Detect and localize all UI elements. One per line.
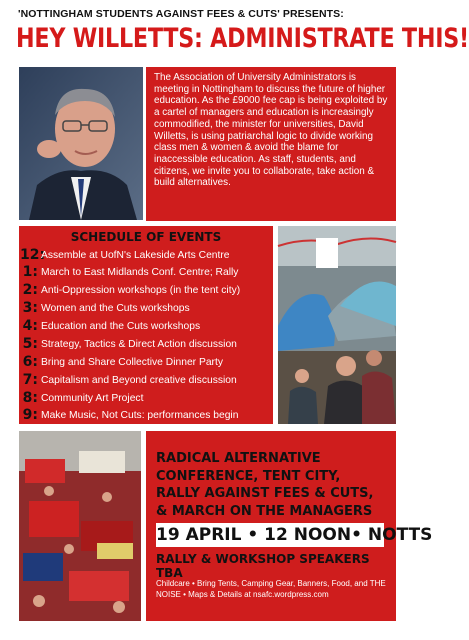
schedule-row <box>20 261 272 279</box>
speakers-line: RALLY & WORKSHOP SPEAKERS TBA <box>156 552 370 580</box>
schedule-event: Make Music, Not Cuts: performances begin <box>41 410 239 421</box>
schedule-event: Education and the Cuts workshops <box>41 321 201 332</box>
tent-city-photo <box>278 226 396 424</box>
schedule-title: SCHEDULE OF EVENTS <box>70 230 222 244</box>
schedule-event: Bring and Share Collective Dinner Party <box>41 357 224 368</box>
schedule-time: 9: <box>22 407 38 423</box>
schedule-time: 7: <box>22 372 38 388</box>
schedule-time: 5: <box>22 336 38 352</box>
schedule-time: 2: <box>22 282 38 298</box>
schedule-time: 1: <box>22 264 38 280</box>
headline: HEY WILLETTS: ADMINISTRATE THIS! <box>16 23 469 54</box>
portrait-photo <box>19 67 143 220</box>
schedule-event: Strategy, Tactics & Direct Action discussion <box>41 339 237 350</box>
schedule-time: 8: <box>22 390 38 406</box>
schedule-row <box>20 244 272 262</box>
schedule-time: 4: <box>22 318 38 334</box>
march-illustration <box>19 431 141 621</box>
schedule-event: March to East Midlands Conf. Centre; Rally <box>41 267 239 278</box>
portrait-illustration <box>19 67 143 220</box>
schedule-row <box>20 279 272 297</box>
schedule-time: 12: <box>20 247 46 263</box>
schedule-row <box>20 387 272 405</box>
schedule-row <box>20 333 272 351</box>
schedule-event: Women and the Cuts workshops <box>41 303 190 314</box>
schedule-row <box>20 404 272 422</box>
schedule-time: 3: <box>22 300 38 316</box>
intro-text: The Association of University Administrators is meeting in Nottingham to discuss the future of higher education. As the £9000 fee cap is being exploited by a cartel of managers and education is increasingly commodified, the minister for universities, David Willetts, is using patriarchal logic to divide working class men & women & avoid the blame for inaccessible education. As staff, students, and citizens, we invite you to collaborate, take action & build alternatives. <box>154 72 388 189</box>
schedule-row <box>20 297 272 315</box>
conference-title: RADICAL ALTERNATIVE CONFERENCE, TENT CITY, RALLY AGAINST FEES & CUTS, & MARCH ON THE MANAGERS <box>156 451 374 519</box>
date-line: 19 APRIL • 12 NOON• NOTTS <box>156 525 433 545</box>
schedule-row <box>20 351 272 369</box>
details-line: Childcare • Bring Tents, Camping Gear, Banners, Food, and THE NOISE • Maps & Details at nsafc.wordpress.com <box>156 579 386 599</box>
tent-city-illustration <box>278 226 396 424</box>
schedule-row <box>20 315 272 333</box>
march-photo <box>19 431 141 621</box>
schedule-row <box>20 369 272 387</box>
schedule-event: Community Art Project <box>41 393 144 404</box>
schedule-event: Anti-Oppression workshops (in the tent city) <box>41 285 241 296</box>
presenter-line: 'NOTTINGHAM STUDENTS AGAINST FEES & CUTS' PRESENTS: <box>18 8 344 20</box>
schedule-event: Assemble at UofN's Lakeside Arts Centre <box>41 250 230 261</box>
schedule-time: 6: <box>22 354 38 370</box>
schedule-event: Capitalism and Beyond creative discussion <box>41 375 237 386</box>
